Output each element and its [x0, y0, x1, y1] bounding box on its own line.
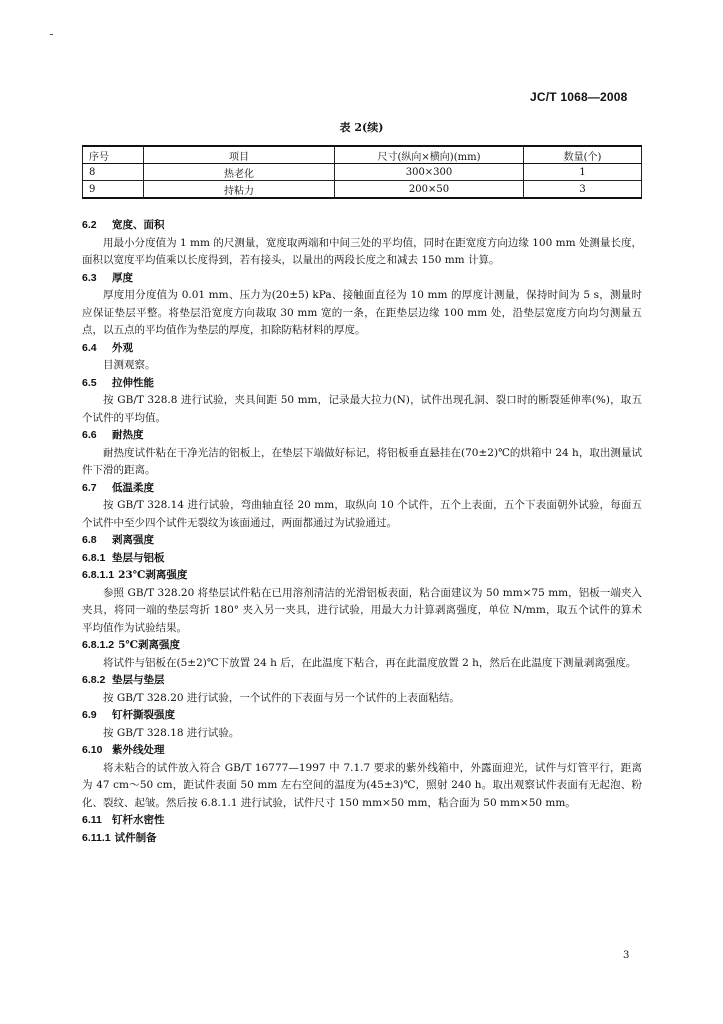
- table-row: [83, 181, 642, 199]
- section-number: 6.5: [82, 376, 97, 389]
- body-paragraph: 将试件与铝板在(5±2)℃下放置 24 h 后，在此温度下粘合，再在此温度放置 2 h，然后在此温度下测量剥离强度。: [103, 656, 637, 669]
- section-number: 6.11: [82, 814, 102, 826]
- section-heading: [82, 270, 642, 288]
- standard-number: JC/T 1068—2008: [530, 90, 628, 104]
- section-heading: [82, 567, 642, 585]
- header-cell-item: 项目: [144, 146, 335, 164]
- section-title: 厚度: [112, 271, 133, 284]
- body-paragraph: 参照 GB/T 328.20 将垫层试件粘在已用溶剂清洁的光滑铝板表面，粘合面建议为 50 mm×75 mm，铝板一端夹入夹具，将同一端的垫层弯折 180° 夹入另一夹具，进行试验，用最大力计算剥离强度，单位 N/mm，取五个试件的算术平均值作为试验结果。: [82, 586, 642, 634]
- table-caption: 表 2(续): [339, 121, 384, 134]
- cell-item: 持粘力: [144, 181, 335, 199]
- body-paragraph: 按 GB/T 328.20 进行试验，一个试件的下表面与另一个试件的上表面粘结。: [103, 691, 460, 704]
- section-number: 6.9: [82, 709, 97, 721]
- section-title: 5℃剥离强度: [118, 639, 181, 651]
- section-title: 耐热度: [112, 429, 144, 441]
- body-paragraph: 目测观察。: [103, 359, 156, 371]
- section-number: 6.2: [82, 219, 97, 231]
- cell-index: 8: [83, 164, 144, 181]
- header-cell-quantity: 数量(个): [524, 146, 642, 164]
- section-title: 23℃剥离强度: [118, 569, 188, 581]
- section-heading: [82, 217, 642, 235]
- section-number: 6.6: [82, 429, 97, 441]
- section-title: 垫层与垫层: [112, 674, 165, 686]
- cell-size: 200×50: [335, 181, 524, 199]
- body-text: [82, 217, 642, 847]
- section-heading: [82, 480, 642, 498]
- cell-quantity: 3: [524, 181, 642, 199]
- section-title: 钉杆撕裂强度: [112, 709, 175, 721]
- body-paragraph: 用最小分度值为 1 mm 的尺测量，宽度取两端和中间三处的平均值，同时在距宽度方向边缘 100 mm 处测量长度，面积以宽度平均值乘以长度得到，若有接头，以量出的两段长度之和减去 150 mm 计算。: [82, 236, 642, 266]
- body-paragraph: 按 GB/T 328.14 进行试验，弯曲轴直径 20 mm，取纵向 10 个试件，五个上表面，五个下表面朝外试验，每面五个试件中至少四个试件无裂纹为该面通过，两面都通过为试验通过。: [82, 499, 642, 529]
- section-title: 拉伸性能: [112, 376, 154, 389]
- body-paragraph: 厚度用分度值为 0.01 mm、压力为(20±5) kPa、接触面直径为 10 mm 的厚度计测量，保持时间为 5 s，测量时应保证垫层平整。将垫层沿宽度方向裁取 30 mm 宽的一条，在距垫层边缘 100 mm 处，沿垫层宽度方向均匀测量五点，以五点的平均值作为垫层的厚度，扣除防粘材料的厚度。: [82, 289, 642, 336]
- table-row: [83, 164, 642, 181]
- section-title: 垫层与铝板: [112, 551, 165, 564]
- section-title: 试件制备: [114, 831, 157, 844]
- section-number: 6.8: [82, 534, 97, 546]
- section-heading: [82, 427, 642, 445]
- body-paragraph: 按 GB/T 328.18 进行试验。: [103, 726, 240, 739]
- cell-item: 热老化: [144, 164, 335, 181]
- cell-index: 9: [83, 181, 144, 199]
- section-heading: [82, 672, 642, 690]
- section-number: 6.8.1: [82, 551, 106, 564]
- table-header-row: [83, 146, 642, 164]
- cell-quantity: 1: [524, 164, 642, 181]
- section-heading: [82, 532, 642, 550]
- section-heading: [82, 812, 642, 830]
- body-paragraph: 耐热度试件粘在干净光洁的铝板上，在垫层下端做好标记，将铝板垂直悬挂在(70±2)℃的烘箱中 24 h，取出测量试件下滑的距离。: [82, 446, 642, 476]
- header-cell-size: 尺寸(纵向×横向)(mm): [335, 146, 524, 164]
- section-number: 6.8.2: [82, 674, 106, 686]
- section-title: 剥离强度: [112, 534, 154, 546]
- section-heading: [82, 637, 642, 655]
- section-title: 低温柔度: [112, 481, 154, 494]
- section-heading: [82, 375, 642, 393]
- section-title: 外观: [112, 341, 133, 354]
- section-heading: [82, 340, 642, 358]
- section-number: 6.11.1: [82, 831, 111, 844]
- section-heading: [82, 830, 642, 848]
- section-title: 宽度、面积: [112, 219, 165, 231]
- section-title: 紫外线处理: [112, 744, 165, 756]
- section-heading: [82, 707, 642, 725]
- section-title: 钉杆水密性: [112, 814, 165, 826]
- header-cell-index: 序号: [83, 146, 144, 164]
- section-number: 6.8.1.2: [82, 639, 115, 651]
- body-paragraph: 按 GB/T 328.8 进行试验，夹具间距 50 mm，记录最大拉力(N)，试件出现孔洞、裂口时的断裂延伸率(%)，取五个试件的平均值。: [82, 394, 642, 424]
- page-number: 3: [623, 950, 630, 961]
- section-number: 6.10: [82, 744, 103, 756]
- section-number: 6.8.1.1: [82, 569, 115, 581]
- body-paragraph: 将未粘合的试件放入符合 GB/T 16777—1997 中 7.1.7 要求的紫外线箱中，外露面迎光，试件与灯管平行，距离为 47 cm～50 cm，距试件表面 50 mm 左右空间的温度为(45±3)℃，照射 240 h。取出观察试件表面有无起泡、粉化、裂纹、起皱。然后按 6.8.1.1 进行试验，试件尺寸 150 mm×50 mm，粘合面为 50 mm×50 mm。: [82, 761, 642, 809]
- section-number: 6.4: [82, 341, 97, 354]
- section-heading: [82, 550, 642, 568]
- section-number: 6.7: [82, 481, 97, 494]
- sample-table: [82, 145, 642, 199]
- cell-size: 300×300: [335, 164, 524, 181]
- section-heading: [82, 742, 642, 760]
- scan-speck: [50, 34, 53, 35]
- section-number: 6.3: [82, 271, 97, 284]
